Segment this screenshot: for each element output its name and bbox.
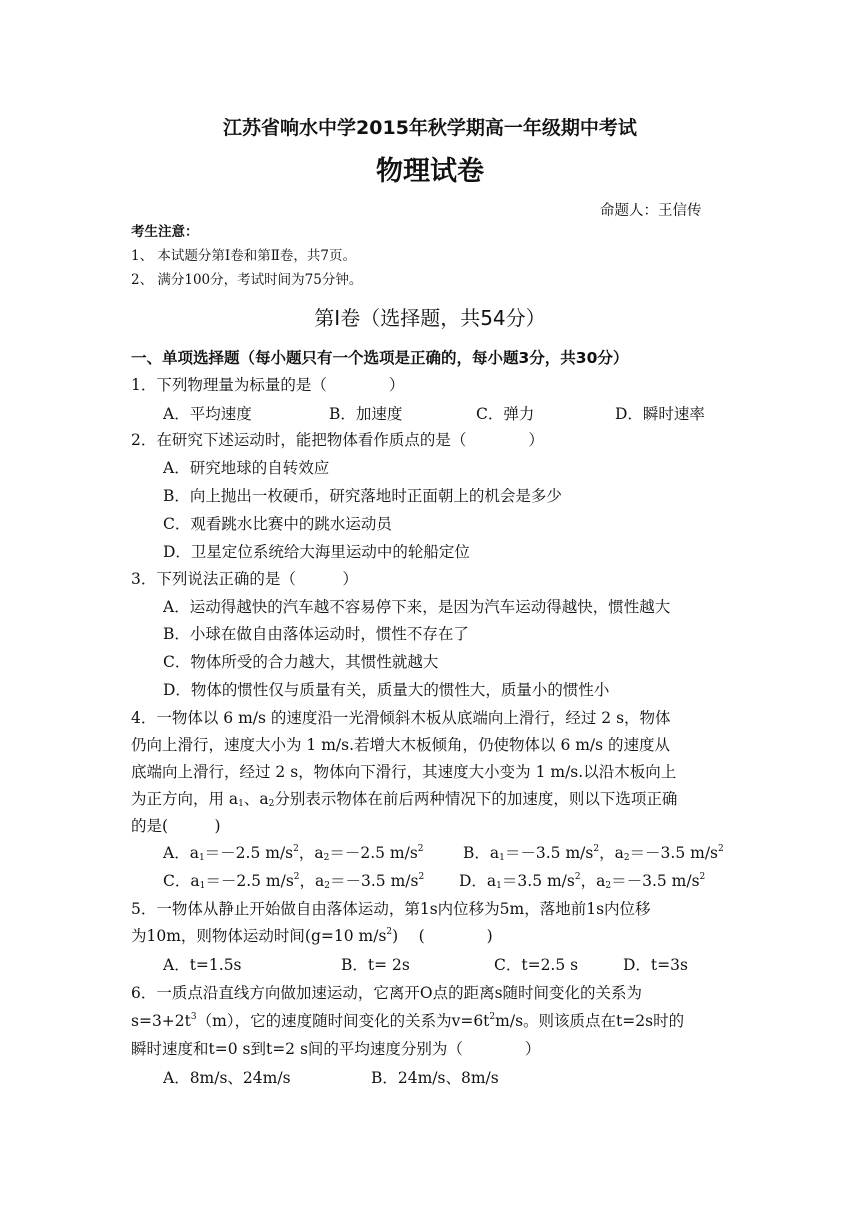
author-line: 命题人：王信传: [600, 203, 702, 219]
q1-option-b: B．加速度: [329, 405, 403, 423]
q4-option-b: B．$a_1=-3.5$ $m/s^2$，$a_2=-3.5$ $m/s^2$: [463, 844, 724, 863]
q4-option-a: A．$a_1=-2.5$ $m/s^2$，$a_2=-2.5$ $m/s^2$: [163, 844, 424, 863]
question-5-line-2: 为10m，则物体运动时间(g=10 $m/s^2$) ( ): [131, 927, 493, 945]
question-3-stem: 3．下列说法正确的是（ ）: [131, 570, 358, 588]
notice-item: 1、 本试题分第Ⅰ卷和第Ⅱ卷，共7页。: [131, 248, 356, 264]
q2-option-a: A．研究地球的自转效应: [163, 459, 330, 477]
q3-option-b: B．小球在做自由落体运动时，惯性不存在了: [163, 625, 469, 643]
q2-option-b: B．向上抛出一枚硬币，研究落地时正面朝上的机会是多少: [163, 487, 562, 505]
q2-option-c: C．观看跳水比赛中的跳水运动员: [163, 515, 392, 533]
q4-option-c: C．$a_1=-2.5$ $m/s^2$，$a_2=-3.5$ $m/s^2$: [163, 872, 425, 891]
q6-option-b: B．24m/s、8m/s: [371, 1069, 499, 1087]
q1-option-a: A．平均速度: [163, 405, 252, 423]
section-title: 一、单项选择题（每小题只有一个选项是正确的，每小题3分，共30分）: [131, 349, 629, 367]
q4-option-d: D．$a_1=3.5$ $m/s^2$，$a_2=-3.5$ $m/s^2$: [459, 872, 706, 891]
notice-heading: 考生注意：: [131, 224, 199, 240]
exam-subtitle: 物理试卷: [376, 156, 484, 187]
question-4-line-5: 的是( ): [131, 817, 221, 835]
q3-option-a: A．运动得越快的汽车越不容易停下来，是因为汽车运动得越快，惯性越大: [163, 598, 671, 616]
q1-option-c: C．弹力: [476, 405, 535, 423]
q1-option-d: D．瞬时速率: [615, 405, 705, 423]
question-6-line-3: 瞬时速度和t=0 s到t=2 s间的平均速度分别为（ ）: [131, 1040, 541, 1058]
q6-option-a: A．8m/s、24m/s: [163, 1069, 291, 1087]
notice-item: 2、 满分100分，考试时间为75分钟。: [131, 272, 363, 288]
question-2-stem: 2．在研究下述运动时，能把物体看作质点的是（ ）: [131, 431, 544, 449]
part-title: 第Ⅰ卷（选择题，共54分）: [314, 306, 546, 330]
question-4-line-1: 4．一物体以 6 m/s 的速度沿一光滑倾斜木板从底端向上滑行，经过 2 s，物体: [131, 709, 671, 727]
question-4-line-3: 底端向上滑行，经过 2 s，物体向下滑行，其速度大小变为 1 m/s.以沿木板向上: [131, 763, 677, 781]
q5-option-d: D．t=3s: [623, 956, 688, 974]
q5-option-c: C．t=2.5 s: [494, 956, 579, 974]
question-4-line-2: 仍向上滑行，速度大小为 1 m/s.若增大木板倾角，仍使物体以 6 m/s 的速度从: [131, 736, 671, 754]
q3-option-d: D．物体的惯性仅与质量有关，质量大的惯性大，质量小的惯性小: [163, 681, 610, 699]
q2-option-d: D．卫星定位系统给大海里运动中的轮船定位: [163, 543, 470, 561]
q5-option-b: B．t= 2s: [341, 956, 410, 974]
exam-title: 江苏省响水中学2015年秋学期高一年级期中考试: [223, 117, 637, 139]
question-1-stem: 1．下列物理量为标量的是（ ）: [131, 376, 405, 394]
q5-option-a: A．t=1.5s: [163, 956, 242, 974]
question-4-line-4: 为正方向，用 $a_1$、$a_2$分别表示物体在前后两种情况下的加速度，则以下选项正确: [131, 790, 678, 809]
q3-option-c: C．物体所受的合力越大，其惯性就越大: [163, 653, 439, 671]
question-6-line-1: 6．一质点沿直线方向做加速运动，它离开O点的距离s随时间变化的关系为: [131, 984, 643, 1002]
question-6-line-2: $s=3+2t^3(m)$，它的速度随时间变化的关系为$v=6t^2m/s$。则该质点在t=2s时的: [131, 1012, 685, 1030]
question-5-line-1: 5．一物体从静止开始做自由落体运动，第1s内位移为5m，落地前1s内位移: [131, 900, 651, 918]
